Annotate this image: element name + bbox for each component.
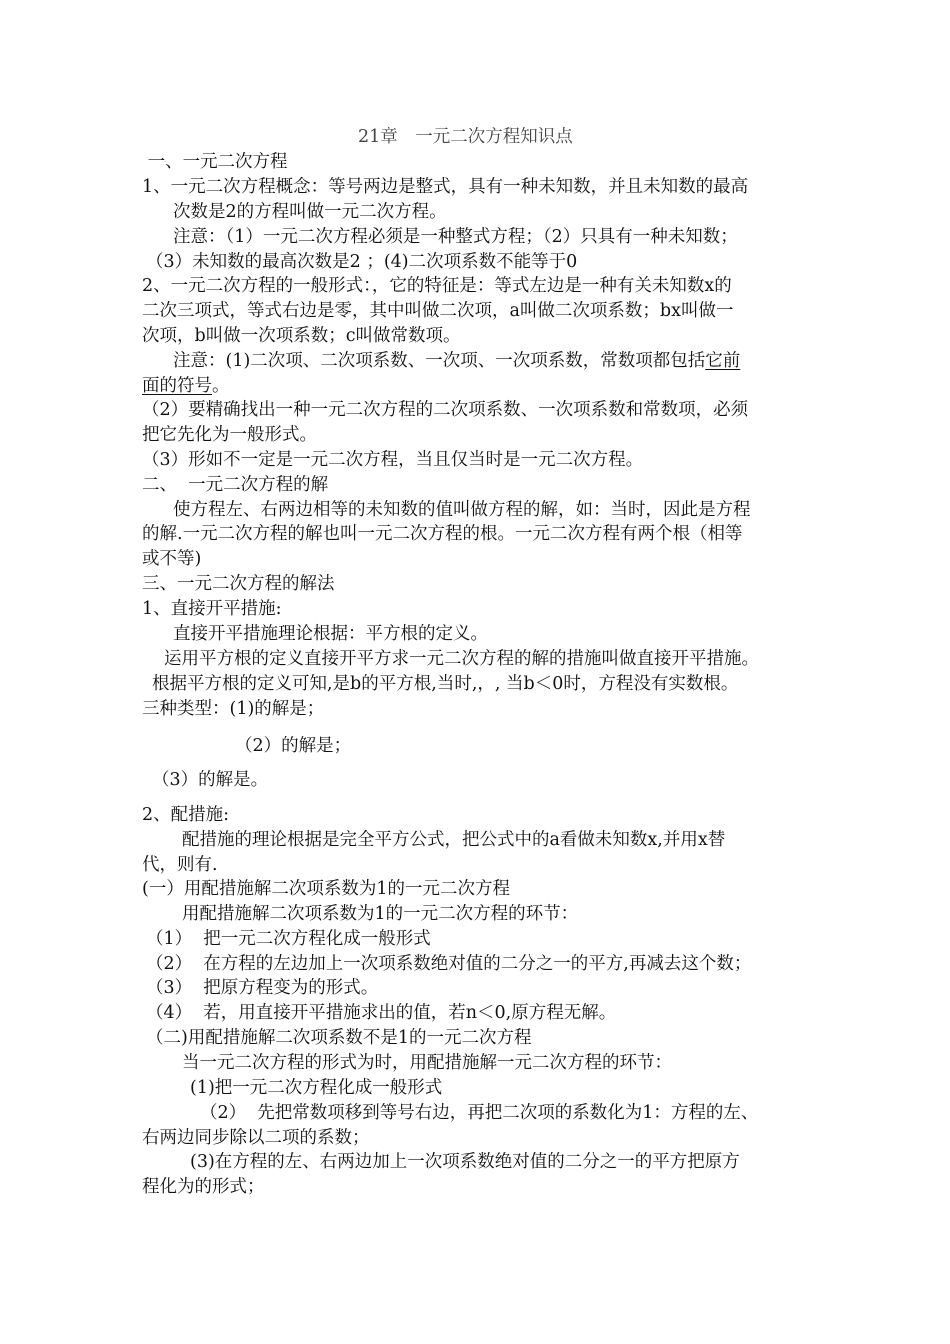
list-item: （2） 在方程的左边加上一次项系数绝对值的二分之一的平方,再减去这个数； xyxy=(146,954,752,974)
text-line: 用配措施解二次项系数为1的一元二次方程的环节： xyxy=(182,904,579,924)
text-line: （3）未知数的最高次数是2 ；(4)二次项系数不能等于0 xyxy=(146,252,578,272)
text-line: 二次三项式，等式右边是零，其中叫做二次项，a叫做二次项系数；bx叫做一 xyxy=(142,301,734,321)
text-line: （3）的解是。 xyxy=(152,770,269,790)
text-line: （2）的解是； xyxy=(235,736,352,756)
text-line: 次数是2的方程叫做一元二次方程。 xyxy=(173,202,447,222)
text-line: 代，则有. xyxy=(142,855,218,875)
text-line: 根据平方根的定义可知,是b的平方根,当时,，, 当b＜0时，方程没有实数根。 xyxy=(152,674,739,694)
subsection-heading: （二)用配措施解二次项系数不是1的一元二次方程 xyxy=(146,1028,532,1048)
list-item: （3） 把原方程变为的形式。 xyxy=(146,978,379,998)
text-line: 程化为的形式； xyxy=(142,1177,265,1197)
text-line: 运用平方根的定义直接开平方求一元二次方程的解的措施叫做直接开平措施。 xyxy=(164,649,759,669)
text-line: 1、一元二次方程概念：等号两边是整式，具有一种未知数，并且未知数的最高 xyxy=(142,177,749,197)
section-heading: 一、一元二次方程 xyxy=(142,152,288,172)
list-item: (3)在方程的左、右两边加上一次项系数绝对值的二分之一的平方把原方 xyxy=(190,1152,740,1172)
underlined-text: 面的符号 xyxy=(142,376,212,396)
text-line: 次项，b叫做一次项系数；c叫做常数项。 xyxy=(142,326,461,346)
text-line: 注意：（1）一元二次方程必须是一种整式方程；（2）只具有一种未知数； xyxy=(173,227,738,247)
document-title: 21章 一元二次方程知识点 xyxy=(358,127,573,147)
text-line: （2）要精确找出一种一元二次方程的二次项系数、一次项系数和常数项，必须 xyxy=(142,400,749,420)
text-line xyxy=(173,349,740,373)
text-line xyxy=(142,374,230,398)
text-line: 的解.一元二次方程的解也叫一元二次方程的根。一元二次方程有两个根（相等 xyxy=(142,524,743,544)
text-line: 直接开平措施理论根据：平方根的定义。 xyxy=(173,624,488,644)
list-item: （4） 若，用直接开平措施求出的值，若n＜0,原方程无解。 xyxy=(146,1003,617,1023)
text-line: 2、一元二次方程的一般形式：，它的特征是：等式左边是一种有关未知数x的 xyxy=(142,276,732,296)
text-line: 三种类型：(1)的解是； xyxy=(142,699,325,719)
text-line: 当一元二次方程的形式为时，用配措施解一元二次方程的环节： xyxy=(182,1053,672,1073)
subsection-heading: 1、直接开平措施: xyxy=(142,599,282,619)
text-segment: 注意：(1)二次项、二次项系数、一次项、一次项系数，常数项都包括 xyxy=(173,351,706,371)
section-heading: 二、 一元二次方程的解 xyxy=(142,475,329,495)
text-line: 把它先化为一般形式。 xyxy=(142,425,317,445)
text-line: 右两边同步除以二项的系数； xyxy=(142,1128,370,1148)
text-line: 配措施的理论根据是完全平方公式，把公式中的a看做未知数x,并用x替 xyxy=(182,830,726,850)
list-item: （2） 先把常数项移到等号右边，再把二次项的系数化为1：方程的左、 xyxy=(200,1103,759,1123)
underlined-text: 它前 xyxy=(705,351,741,371)
subsection-heading: (一）用配措施解二次项系数为1的一元二次方程 xyxy=(142,879,510,899)
list-item: (1)把一元二次方程化成一般形式 xyxy=(190,1078,443,1098)
subsection-heading: 2、配措施: xyxy=(142,805,230,825)
text-line: 使方程左、右两边相等的未知数的值叫做方程的解，如：当时，因此是方程 xyxy=(173,500,751,520)
section-heading: 三、一元二次方程的解法 xyxy=(142,574,335,594)
text-segment: 。 xyxy=(212,376,230,396)
list-item: （1） 把一元二次方程化成一般形式 xyxy=(146,929,431,949)
text-line: （3）形如不一定是一元二次方程，当且仅当时是一元二次方程。 xyxy=(142,450,644,470)
text-line: 或不等) xyxy=(142,549,202,569)
